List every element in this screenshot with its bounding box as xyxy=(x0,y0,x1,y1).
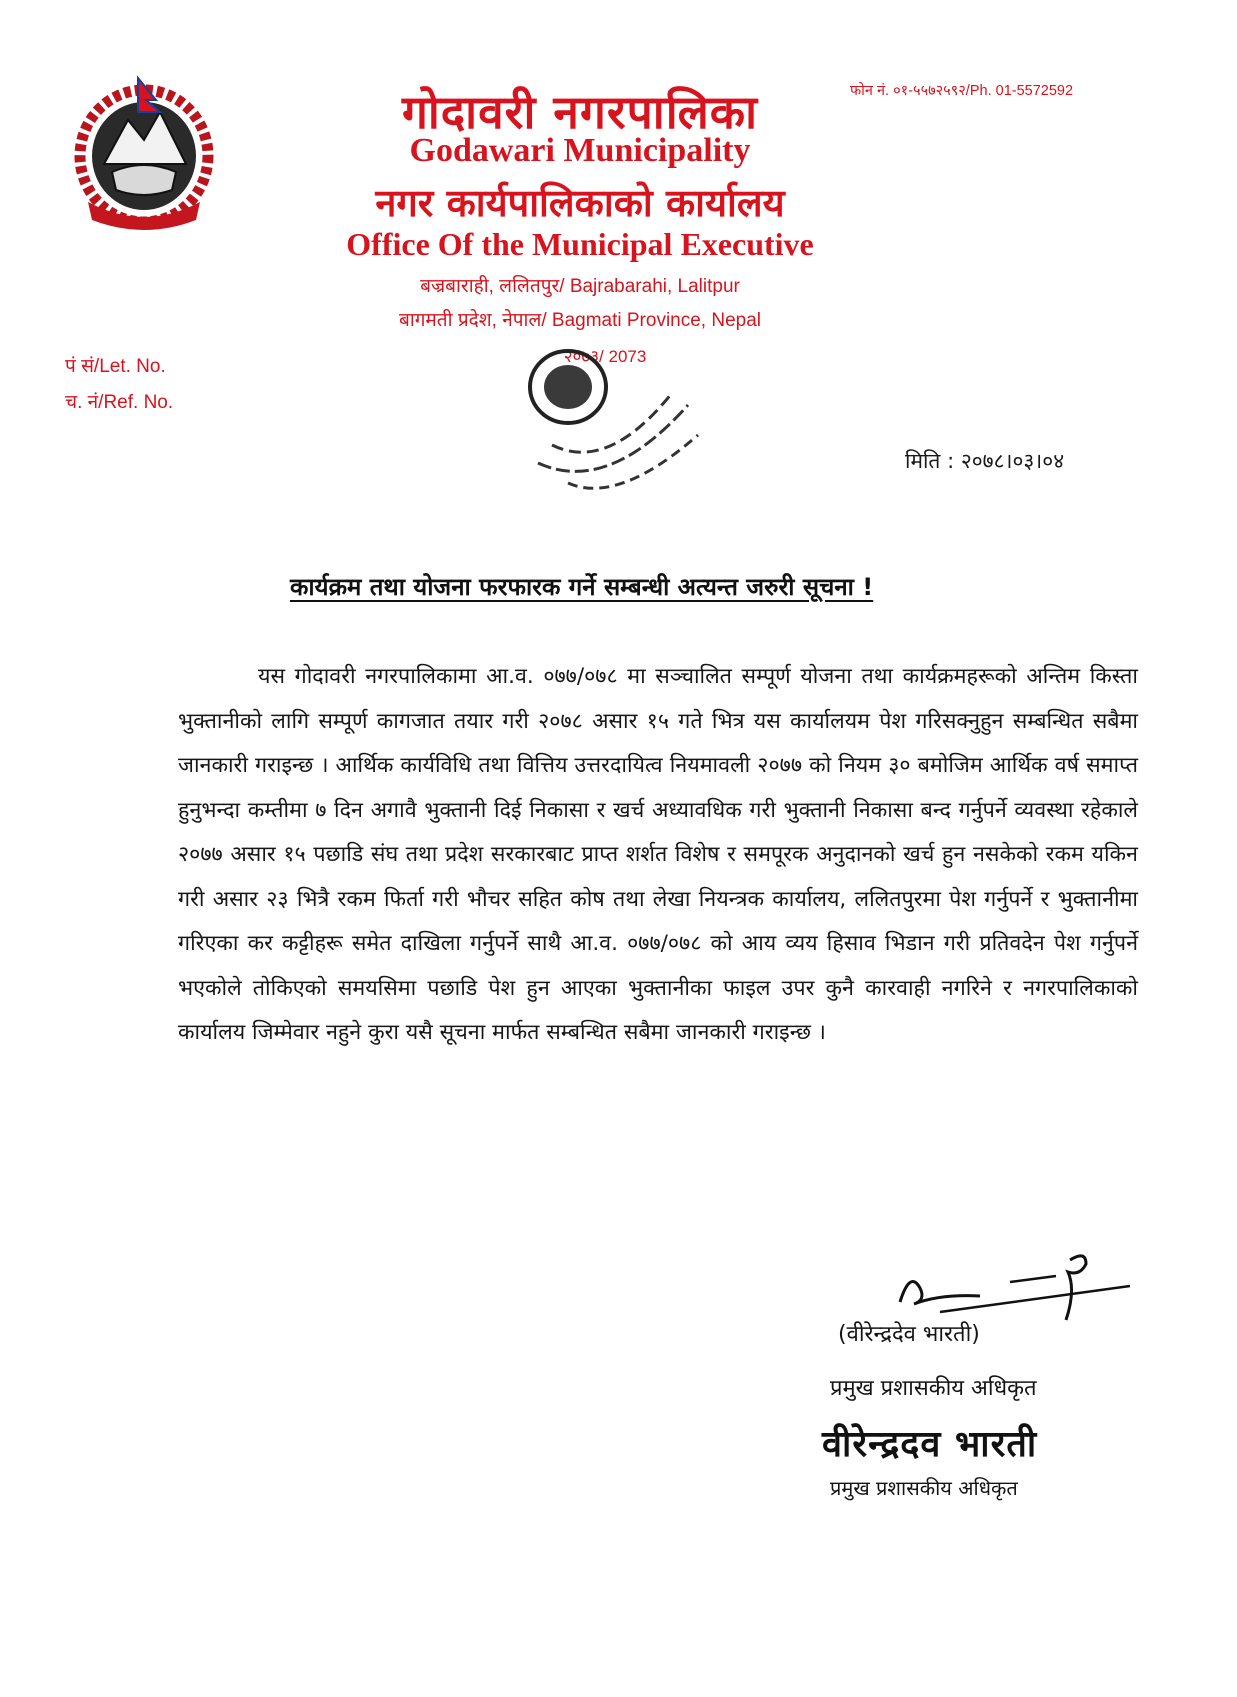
seal-name-stamp: वीरेन्द्रदव भारती xyxy=(822,1424,1038,1465)
office-name-english: Office Of the Municipal Executive xyxy=(346,226,814,262)
letter-number-label: पं सं/Let. No. xyxy=(65,356,166,377)
address-line-1: बज्रबाराही, ललितपुर/ Bajrabarahi, Lalitpur xyxy=(420,276,740,297)
signatory-title: प्रमुख प्रशासकीय अधिकृत xyxy=(830,1376,1037,1401)
municipality-name-nepali: गोदावरी नगरपालिका xyxy=(401,85,759,139)
nepal-emblem-icon xyxy=(68,72,220,232)
seal-title-stamp: प्रमुख प्रशासकीय अधिकृत xyxy=(830,1476,1018,1500)
office-stamp-icon xyxy=(508,345,708,505)
address-line-2: बागमती प्रदेश, नेपाल/ Bagmati Province, Nepal xyxy=(398,310,762,331)
letter-date: मिति : २०७८।०३।०४ xyxy=(905,449,1065,473)
notice-subject: कार्यक्रम तथा योजना फरफारक गर्ने सम्बन्धी अत्यन्त जरुरी सूचना ! xyxy=(290,573,874,601)
phone-number: फोन नं. ०१-५५७२५९२/Ph. 01-5572592 xyxy=(850,83,1074,99)
reference-number-label: च. नं/Ref. No. xyxy=(65,392,174,413)
signatory-name: (वीरेन्द्रदेव भारती) xyxy=(838,1322,980,1347)
established-year: २०७३/ 2073 xyxy=(563,347,647,366)
office-name-nepali: नगर कार्यपालिकाको कार्यालय xyxy=(375,181,785,225)
municipality-name-english: Godawari Municipality xyxy=(409,132,751,169)
notice-body: यस गोदावरी नगरपालिकामा आ.व. ०७७/०७८ मा सञ्चालित सम्पूर्ण योजना तथा कार्यक्रमहरूको अन्तिम किस्ता भुक्तानीको लागि सम्पूर्ण कागजात तयार गरी २०७८ असार १५ गते भित्र यस कार्यालयम पेश गरिसक्नुहुन सम्बन्धित सबैमा जानकारी गराइन्छ । आर्थिक कार्यविधि तथा वित्तिय उत्तरदायित्व नियमावली २०७७ को नियम ३० बमोजिम आर्थिक वर्ष समाप्त हुनुभन्दा कम्तीमा ७ दिन अगावै भुक्तानी दिई निकासा र खर्च अध्यावधिक गरी भुक्तानी निकासा बन्द गर्नुपर्ने व्यवस्था रहेकाले २०७७ असार १५ पछाडि संघ तथा प्रदेश सरकारबाट प्राप्त शर्शत विशेष र समपूरक अनुदानको खर्च हुन नसकेको रकम यकिन गरी असार २३ भित्रै रकम फिर्ता गरी भौचर सहित कोष तथा लेखा नियन्त्रक कार्यालय, ललितपुरमा पेश गर्नुपर्ने र भुक्तानीमा गरिएका कर कट्टीहरू समेत दाखिला गर्नुपर्ने साथै आ.व. ०७७/०७८ को आय व्यय हिसाव भिडान गरी प्रतिवदेन पेश गर्नुपर्ने भएकोले तोकिएको समयसिमा पछाडि पेश हुन आएका भुक्तानीका फाइल उपर कुनै कारवाही नगरिने र नगरपालिकाको कार्यालय जिम्मेवार नहुने कुरा यसै सूचना मार्फत सम्बन्धित सबैमा जानकारी गराइन्छ । xyxy=(178,664,1138,1045)
